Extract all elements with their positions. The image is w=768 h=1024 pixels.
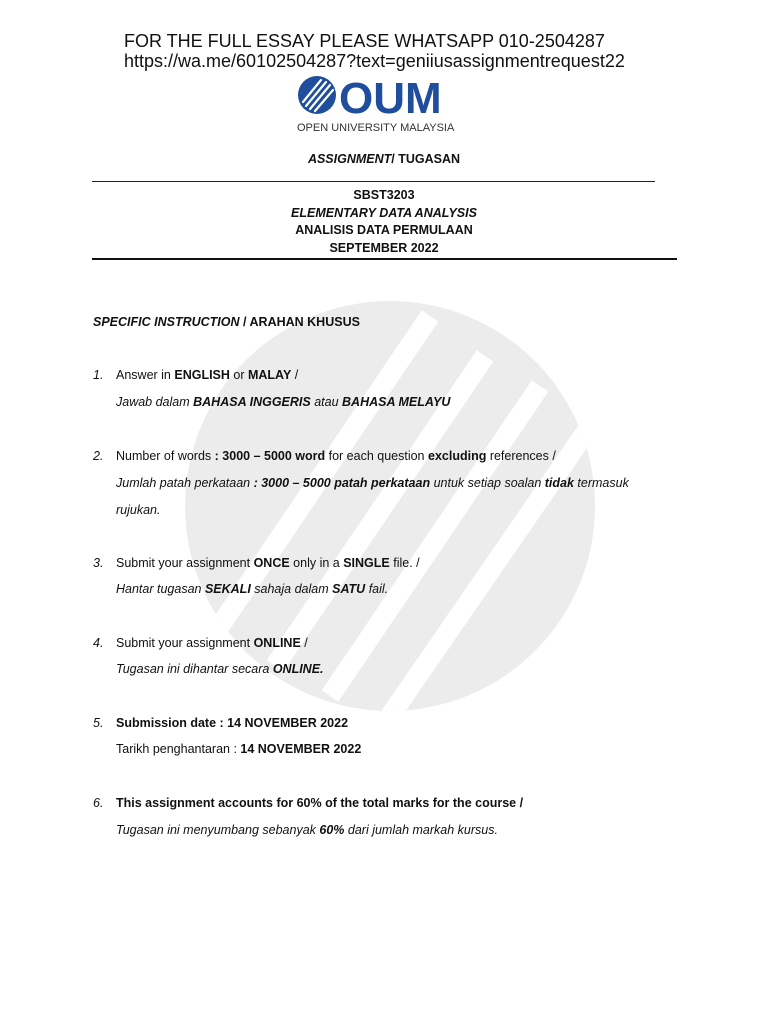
instruction-title: SPECIFIC INSTRUCTION / ARAHAN KHUSUS (93, 315, 360, 329)
oum-wordmark: OUM (339, 74, 442, 123)
item-2-en: Number of words : 3000 – 5000 word for each question excluding references / (116, 449, 556, 463)
promo-link[interactable]: https://wa.me/60102504287?text=geniiusassignmentrequest22 (124, 51, 625, 71)
item-1-ms: Jawab dalam BAHASA INGGERIS atau BAHASA MELAYU (116, 395, 451, 409)
course-title-en: ELEMENTARY DATA ANALYSIS (291, 206, 477, 220)
item-2-ms-cont: rujukan. (116, 503, 161, 517)
item-number: 2. (93, 449, 104, 463)
item-6-en: This assignment accounts for 60% of the total marks for the course / (116, 796, 524, 810)
item-number: 6. (93, 796, 104, 810)
item-1-en: Answer in ENGLISH or MALAY / (116, 368, 299, 382)
item-number: 5. (93, 716, 104, 730)
item-5-ms: Tarikh penghantaran : 14 NOVEMBER 2022 (116, 742, 362, 756)
oum-university-name: OPEN UNIVERSITY MALAYSIA (297, 122, 455, 134)
course-code: SBST3203 (353, 188, 415, 202)
assignment-heading: ASSIGNMENT/ TUGASAN (307, 152, 461, 166)
semester: SEPTEMBER 2022 (329, 241, 439, 255)
item-number: 4. (93, 636, 104, 650)
item-5-en: Submission date : 14 NOVEMBER 2022 (116, 716, 349, 730)
item-4-en: Submit your assignment ONLINE / (116, 636, 308, 650)
item-2-ms: Jumlah patah perkataan : 3000 – 5000 patah perkataan untuk setiap soalan tidak termasuk (116, 476, 629, 490)
item-4-ms: Tugasan ini dihantar secara ONLINE. (116, 662, 324, 676)
header-bottom-divider (92, 258, 677, 260)
item-6-ms: Tugasan ini menyumbang sebanyak 60% dari jumlah markah kursus. (116, 823, 498, 837)
item-3-en: Submit your assignment ONCE only in a SINGLE file. / (116, 556, 420, 570)
item-3-ms: Hantar tugasan SEKALI sahaja dalam SATU fail. (116, 582, 389, 596)
item-number: 1. (93, 368, 104, 382)
oum-watermark-icon (180, 296, 600, 716)
item-number: 3. (93, 556, 104, 570)
header-divider (92, 181, 655, 182)
oum-logo (297, 72, 472, 134)
oum-emblem-icon (298, 76, 336, 114)
promo-whatsapp-line: FOR THE FULL ESSAY PLEASE WHATSAPP 010-2504287 (124, 31, 605, 51)
course-title-ms: ANALISIS DATA PERMULAAN (295, 223, 473, 237)
